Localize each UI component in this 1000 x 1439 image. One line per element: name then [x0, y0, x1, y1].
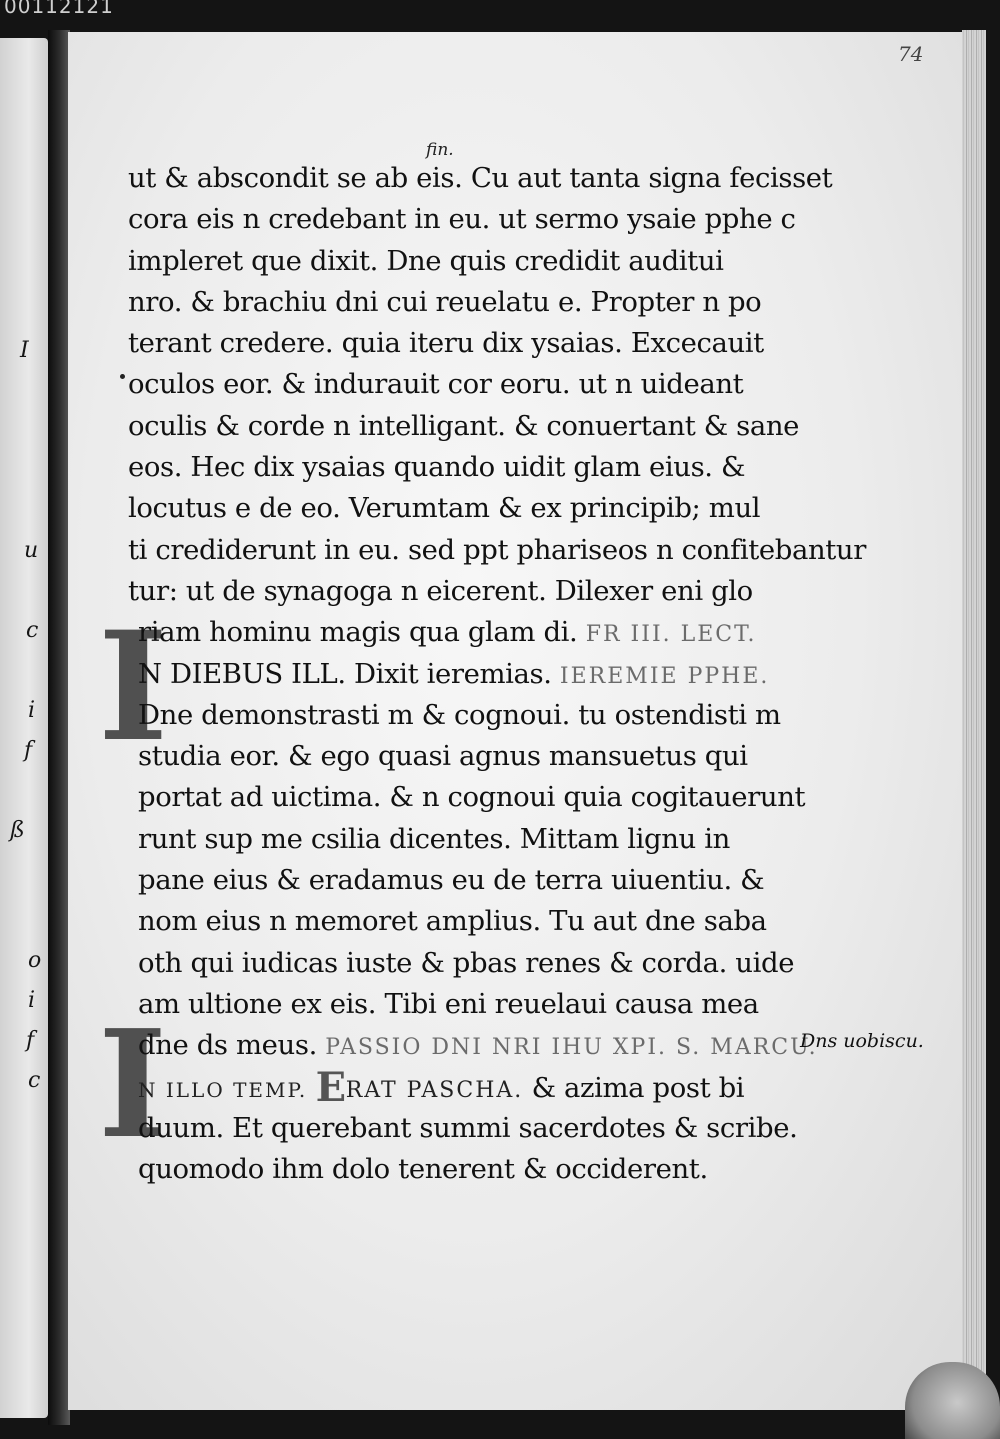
text-line: eos. Hec dix ysaias quando uidit glam eius. & — [128, 451, 746, 484]
text-line: oculis & corde n intelligant. & conuertant & sane — [128, 409, 800, 442]
text-line — [128, 612, 808, 653]
text-line: oculos eor. & indurauit cor eoru. ut n uideant — [128, 368, 744, 401]
rubric-ieremie: IEREMIE PPHE. — [559, 663, 770, 689]
fragment: i — [28, 698, 36, 723]
text-line: nom eius n memoret amplius. Tu aut dne saba — [138, 905, 767, 938]
rubric-passio: PASSIO DNI NRI IHU XPI. S. MARCU. — [325, 1035, 818, 1061]
fragment: c — [26, 618, 39, 643]
text-line: portat ad uictima. & n cognoui quia cogitauerunt — [138, 781, 806, 814]
left-page-edge — [0, 38, 48, 1418]
thumb — [905, 1362, 1000, 1439]
text-line: cora eis n credebant in eu. ut sermo ysaie pphe c — [128, 203, 796, 236]
rubric-lection: FR III. LECT. — [585, 622, 757, 648]
page-stack-edge — [962, 30, 986, 1415]
fragment: o — [28, 948, 42, 973]
text-line — [128, 1025, 818, 1066]
book-gutter — [48, 30, 70, 1425]
text-line: tur: ut de synagoga n eicerent. Dilexer eni glo — [128, 574, 753, 607]
text-line: studia eor. & ego quasi agnus mansuetus qui — [138, 740, 748, 773]
text-line: locutus e de eo. Verumtam & ex principib; mul — [128, 492, 761, 525]
text-segment: N DIEBUS ILL. Dixit ieremias. — [138, 657, 552, 690]
text-line — [128, 654, 808, 695]
text-segment: dne ds meus. — [138, 1029, 317, 1062]
fragment: f — [24, 738, 33, 763]
image-id-label: 00112121 — [4, 0, 114, 18]
decorated-initial-i-1: I — [98, 599, 169, 775]
text-line: quomodo ihm dolo tenerent & occiderent. — [138, 1153, 708, 1186]
text-line — [128, 1063, 808, 1111]
text-segment: & azima post bi — [531, 1071, 745, 1104]
text-segment: RAT PASCHA. — [345, 1077, 524, 1103]
text-line: impleret que dixit. Dne quis credidit auditui — [128, 244, 724, 277]
text-line: am ultione ex eis. Tibi eni reuelaui causa mea — [138, 987, 759, 1020]
text-line: nro. & brachiu dni cui reuelatu e. Propter n po — [128, 285, 762, 318]
decorated-initial-i-2: I — [98, 997, 168, 1171]
fragment: u — [24, 538, 39, 563]
text-line: terant credere. quia iteru dix ysaias. Excecauit — [128, 327, 764, 360]
text-line: pane eius & eradamus eu de terra uiuentiu. & — [138, 864, 765, 897]
text-segment: riam hominu magis qua glam di. — [138, 616, 578, 649]
fragment: I — [20, 338, 29, 363]
text-line: Dne demonstrasti m & cognoui. tu ostendisti m — [138, 698, 781, 731]
margin-note: Dns uobiscu. — [800, 1030, 924, 1052]
initial-e: E — [315, 1063, 346, 1111]
text-line: oth qui iudicas iuste & pbas renes & corda. uide — [138, 946, 795, 979]
margin-dot — [120, 374, 125, 379]
left-page-fragments — [0, 38, 48, 1418]
text-line: runt sup me csilia dicentes. Mittam lignu in — [138, 822, 730, 855]
fragment: c — [28, 1068, 41, 1093]
folio-number: 74 — [898, 42, 924, 66]
text-line: ti crediderunt in eu. sed ppt phariseos n confitebantur — [128, 533, 866, 566]
fragment: f — [26, 1028, 35, 1053]
top-annotation: fin. — [426, 140, 454, 160]
fragment: ß — [10, 818, 25, 843]
fragment: i — [28, 988, 36, 1013]
text-line: duum. Et querebant summi sacerdotes & scribe. — [138, 1111, 798, 1144]
text-segment: N ILLO TEMP. — [138, 1077, 308, 1102]
text-line: ut & abscondit se ab eis. Cu aut tanta signa fecisset — [128, 162, 833, 194]
